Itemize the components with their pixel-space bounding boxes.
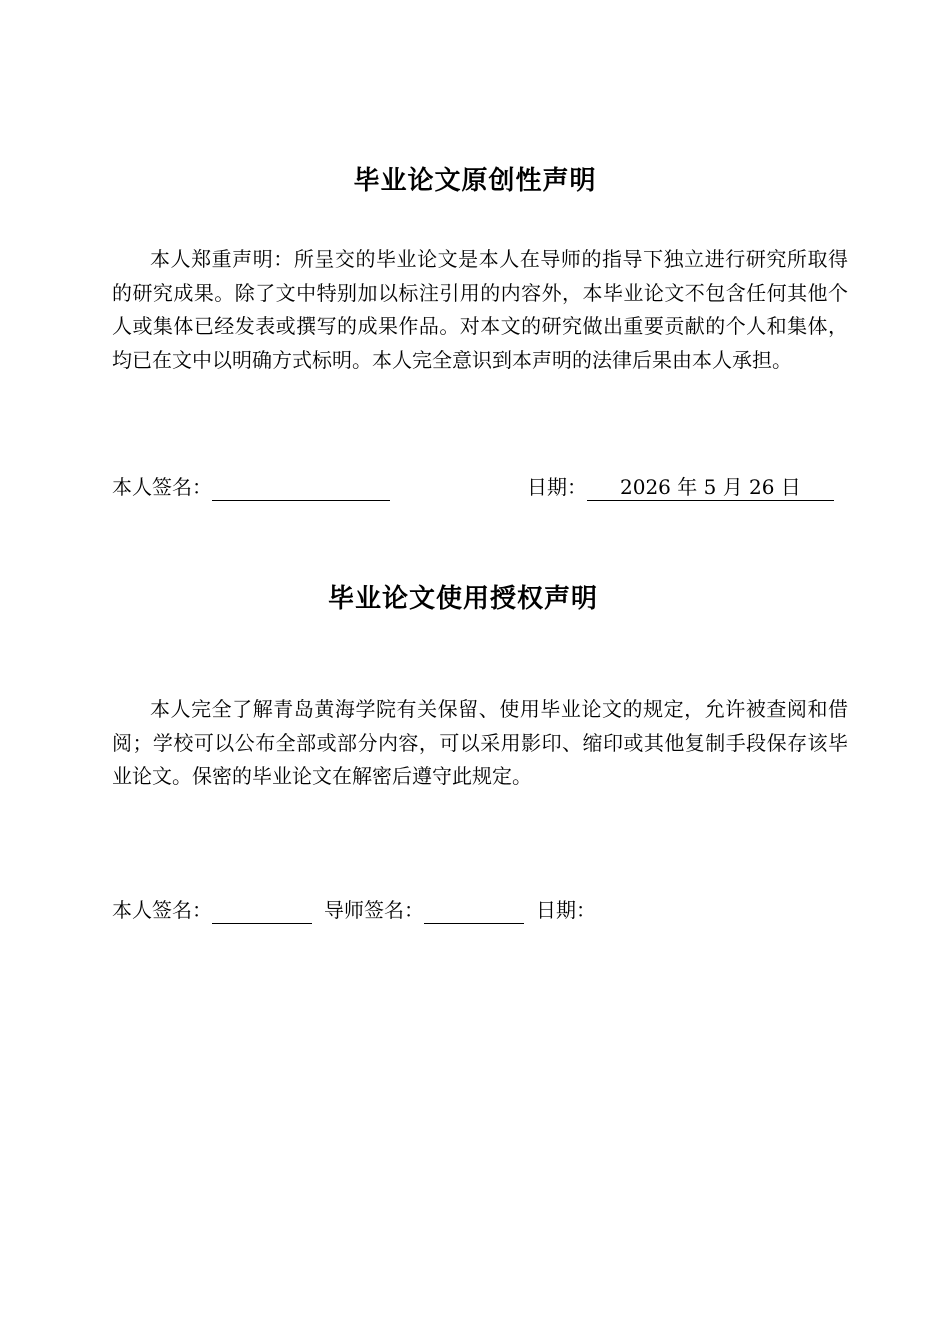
date-group <box>527 473 834 501</box>
signature-blank[interactable] <box>212 478 390 501</box>
originality-title: 毕业论文原创性声明 <box>353 166 597 196</box>
date-label: 日期： <box>527 475 587 499</box>
originality-signature-row <box>112 473 842 501</box>
date-value[interactable]: 2026 年 5 月 26 日 <box>587 474 834 501</box>
authorization-title: 毕业论文使用授权声明 <box>327 584 598 614</box>
signature-blank[interactable] <box>212 901 312 924</box>
date-label: 日期： <box>536 898 596 922</box>
advisor-signature-label: 导师签名： <box>324 898 424 922</box>
authorization-signature-row <box>112 896 596 924</box>
signature-label: 本人签名： <box>112 898 212 922</box>
advisor-signature-blank[interactable] <box>424 901 524 924</box>
authorization-body: 本人完全了解青岛黄海学院有关保留、使用毕业论文的规定，允许被查阅和借阅；学校可以公布全部或部分内容，可以采用影印、缩印或其他复制手段保存该毕业论文。保密的毕业论文在解密后遵守此规定。 <box>112 697 848 788</box>
originality-body: 本人郑重声明：所呈交的毕业论文是本人在导师的指导下独立进行研究所取得的研究成果。除了文中特别加以标注引用的内容外，本毕业论文不包含任何其他个人或集体已经发表或撰写的成果作品。对本文的研究做出重要贡献的个人和集体，均已在文中以明确方式标明。本人完全意识到本声明的法律后果由本人承担。 <box>112 247 848 372</box>
signature-label: 本人签名： <box>112 475 212 499</box>
